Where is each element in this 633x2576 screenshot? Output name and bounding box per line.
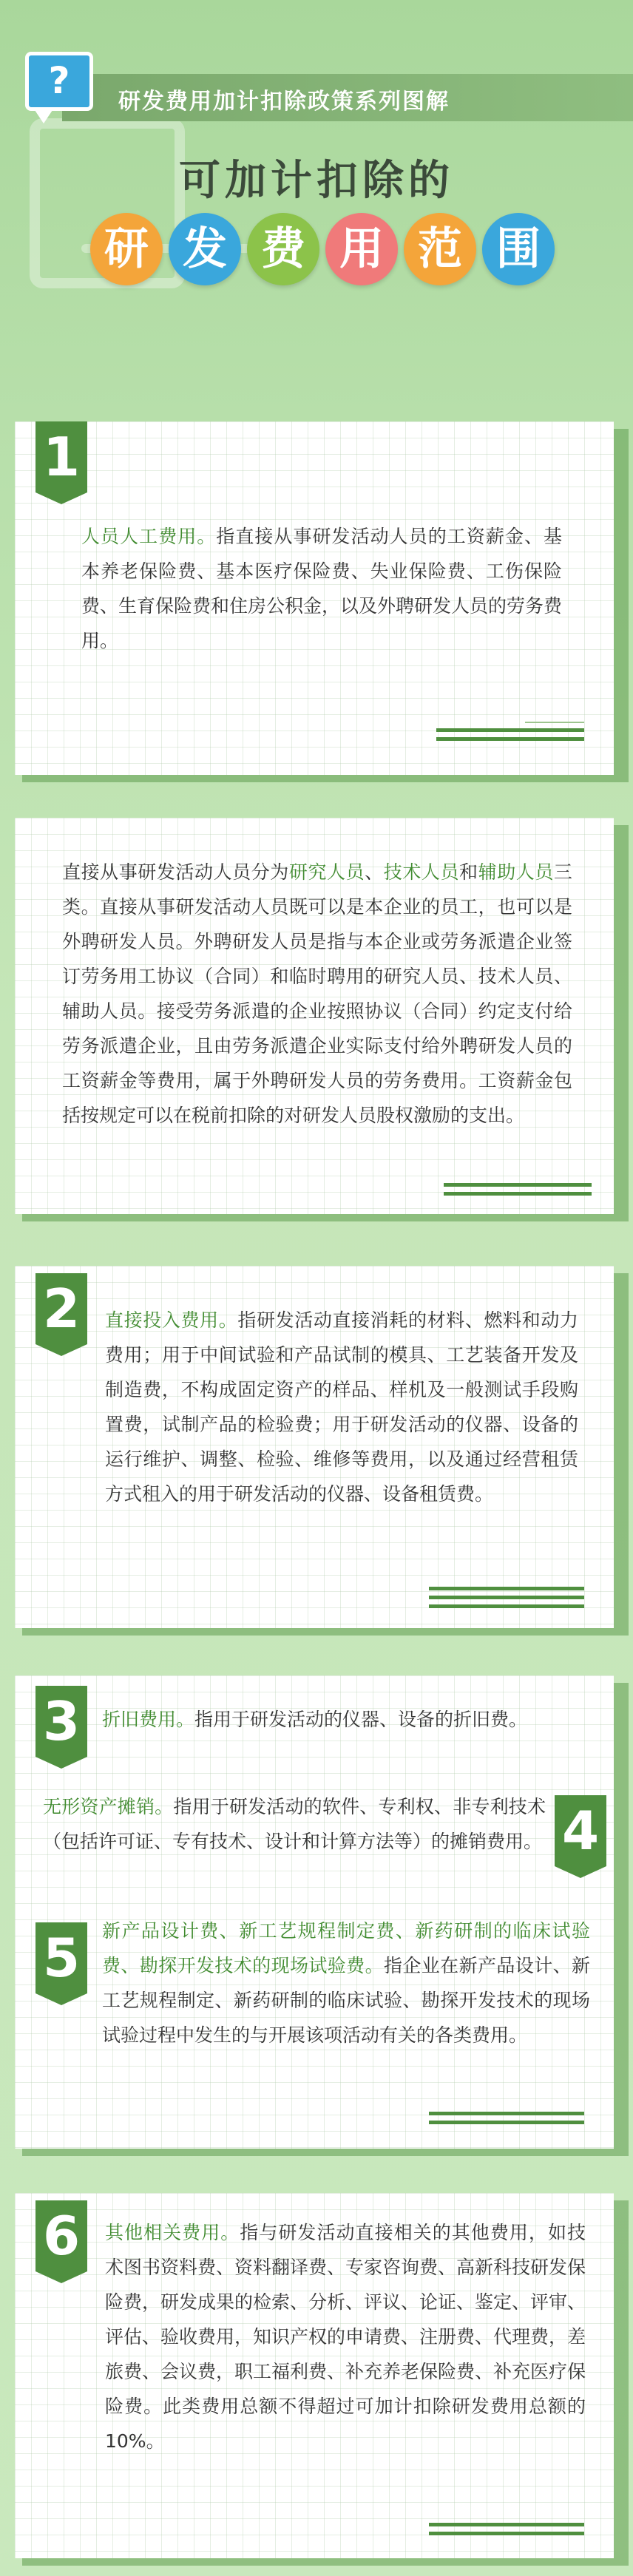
- section-number: 1: [35, 421, 87, 492]
- decorative-lines: [444, 1183, 592, 1201]
- section-card-6: [15, 2193, 614, 2558]
- section-title: 其他相关费用。: [105, 2222, 240, 2243]
- section-text: [81, 519, 562, 658]
- section-card-3-4-5: [15, 1675, 614, 2149]
- section-body: 指用于研发活动的软件、专利权、非专利技术（包括许可证、专有技术、设计和计算方法等）的摊销费用。: [43, 1796, 546, 1852]
- section-number: 3: [35, 1686, 87, 1757]
- question-mark: ?: [48, 59, 70, 102]
- section-text: [102, 1702, 590, 1737]
- page-subtitle: 可加计扣除的: [179, 157, 454, 205]
- banner-title: 研发费用加计扣除政策系列图解: [118, 89, 450, 115]
- section-body: 指企业在新产品设计、新工艺规程制定、新药研制的临床试验、勘探开发技术的现场试验过程中发生的与开展该项活动有关的各类费用。: [102, 1955, 590, 2046]
- highlight-research-staff: 研究人员: [288, 861, 365, 883]
- section-title: 直接投入费用。: [105, 1309, 238, 1331]
- section-title: 无形资产摊销。: [43, 1796, 174, 1817]
- title-circle: 发: [169, 213, 241, 285]
- decorative-lines: [429, 1587, 584, 1613]
- section-body: 指研发活动直接消耗的材料、燃料和动力费用；用于中间试验和产品试制的模具、工艺装备开发及制造费，不构成固定资产的样品、样机及一般测试手段购置费，试制产品的检验费；用于研发活动的仪器、设备的运行维护、调整、检验、维修等费用，以及通过经营租赁方式租入的用于研发活动的仪器、设备租赁费。: [105, 1309, 578, 1505]
- title-circles: [90, 213, 563, 294]
- decorative-lines: [429, 2523, 584, 2541]
- section-title: 折旧费用。: [102, 1709, 195, 1730]
- highlight-technical-staff: 技术人员: [383, 861, 460, 883]
- text-run: 和: [459, 861, 478, 883]
- section-number: 4: [555, 1795, 606, 1866]
- section-body: 指用于研发活动的仪器、设备的折旧费。: [194, 1709, 528, 1730]
- section-text: [105, 2215, 586, 2458]
- section-title: 人员人工费用。: [81, 526, 217, 547]
- section-body: 指直接从事研发活动人员的工资薪金、基本养老保险费、基本医疗保险费、失业保险费、工伤保险费、生育保险费和住房公积金，以及外聘研发人员的劳务费用。: [81, 526, 563, 651]
- title-circle: 用: [325, 213, 398, 285]
- section-number: 5: [35, 1922, 87, 1993]
- decorative-lines: [436, 722, 584, 746]
- title-circle: 范: [404, 213, 476, 285]
- highlight-assistant-staff: 辅助人员: [478, 861, 554, 883]
- decorative-lines: [429, 2112, 584, 2129]
- question-bubble-icon: [25, 52, 93, 111]
- section-card-1-detail: [15, 818, 614, 1214]
- text-run: 三类。直接从事研发活动人员既可以是本企业的员工，也可以是外聘研发人员。外聘研发人员是指与本企业或劳务派遣企业签订劳务用工协议（合同）和临时聘用的研究人员、技术人员、辅助人员。接受劳务派遣的企业按照协议（合同）约定支付给劳务派遣企业，且由劳务派遣企业实际支付给外聘研发人员的工资薪金等费用，属于外聘研发人员的劳务费用。工资薪金包括按规定可以在税前扣除的对研发人员股权激励的支出。: [62, 861, 572, 1126]
- section-number: 2: [35, 1273, 87, 1344]
- section-text: [62, 855, 572, 1133]
- title-circle: 研: [90, 213, 163, 285]
- section-body: 指与研发活动直接相关的其他费用，如技术图书资料费、资料翻译费、专家咨询费、高新科技研发保险费，研发成果的检索、分析、评议、论证、鉴定、评审、评估、验收费用，知识产权的申请费、注册费、代理费，差旅费、会议费，职工福利费、补充养老保险费、补充医疗保险费。此类费用总额不得超过可加计扣除研发费用总额的10%。: [105, 2222, 586, 2452]
- section-number: 6: [35, 2200, 87, 2271]
- section-card-1: [15, 421, 614, 775]
- section-text: [102, 1914, 590, 2053]
- section-card-2: [15, 1266, 614, 1628]
- title-circle: 费: [247, 213, 319, 285]
- section-text: [43, 1789, 546, 1859]
- text-run: 、: [365, 861, 384, 883]
- text-run: 直接从事研发活动人员分为: [62, 861, 289, 883]
- title-circle: 围: [482, 213, 555, 285]
- section-title: 新产品设计费、新工艺规程制定费、新药研制的临床试验费、勘探开发技术的现场试验费。: [102, 1920, 590, 1976]
- section-text: [105, 1303, 578, 1511]
- header: [0, 0, 633, 414]
